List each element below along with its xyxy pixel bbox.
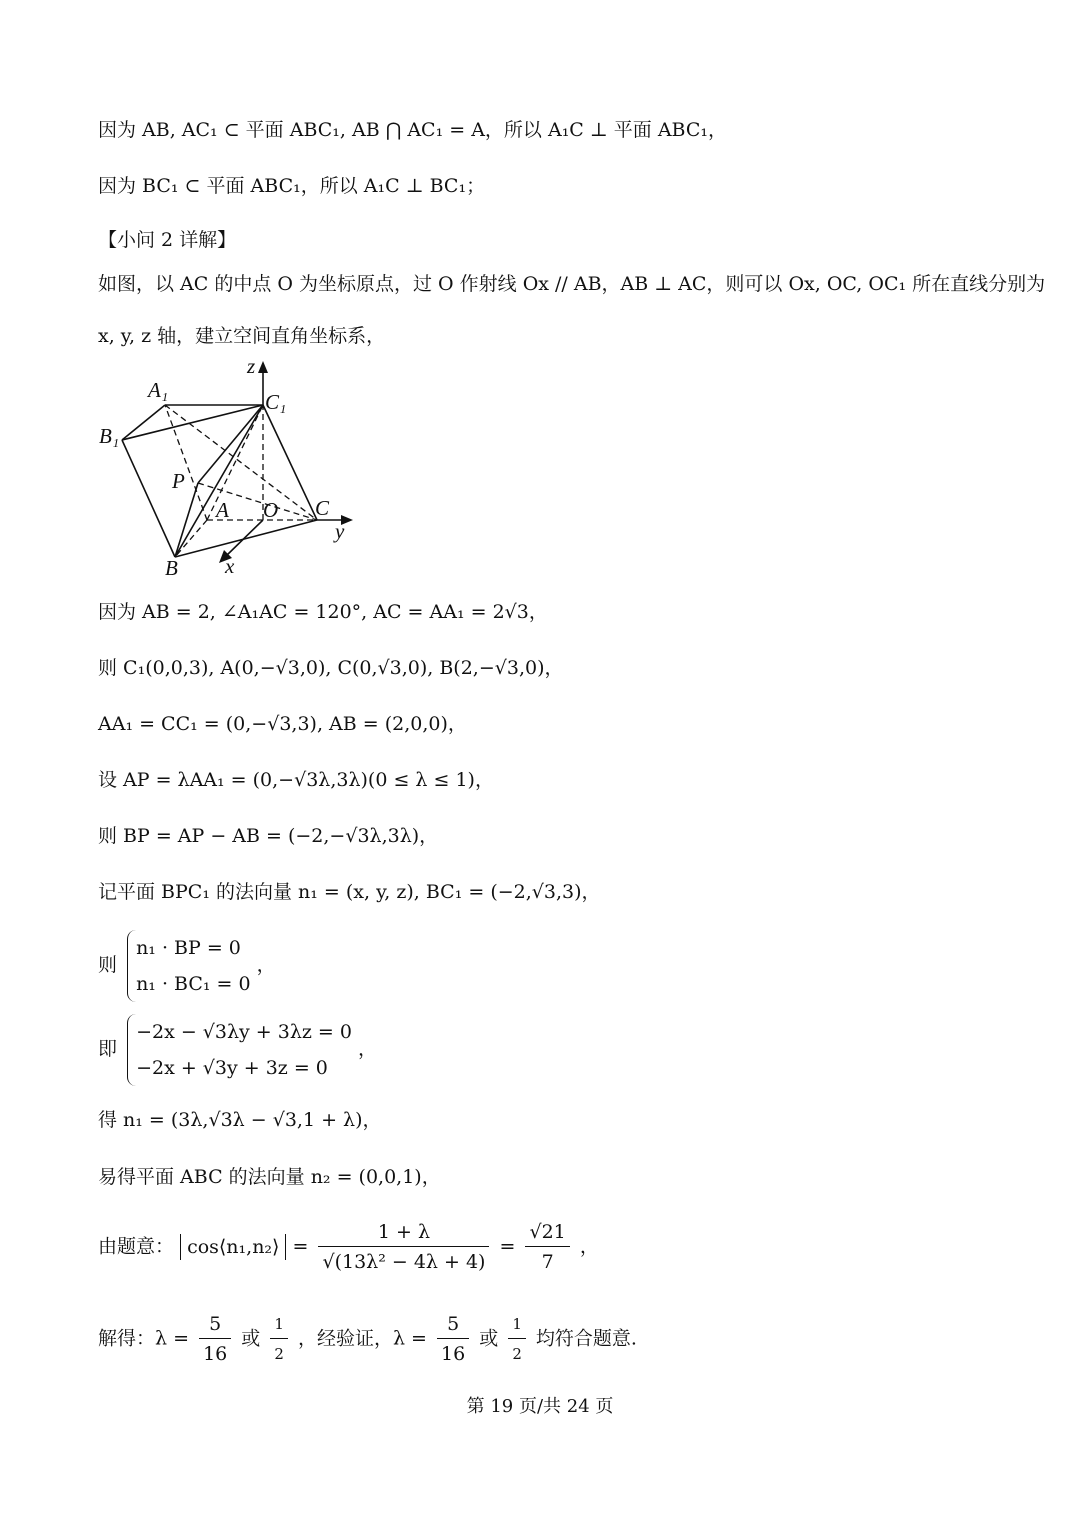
edge-b1-b [122, 440, 175, 557]
fraction-1-denominator: 16 [203, 1343, 228, 1365]
cosine-equation: 由题意： cos⟨n₁,n₂⟩ = $\frac{1 + \lambda}{\text{√(13λ² − 4λ + 4)}}$ = $\frac{√21}{7}$ ， [98, 1218, 599, 1277]
label-a1: A₁ [148, 378, 169, 402]
label-p: P [172, 469, 185, 493]
solution-or-1: 或 [241, 1327, 261, 1350]
cosine-value-denominator: 7 [541, 1251, 554, 1273]
cosine-prefix: 由题意： [98, 1235, 175, 1258]
text-line-3: 如图，以 AC 的中点 O 为坐标原点，过 O 作射线 Ox // AB，AB ⊥ AC，则可以 Ox, OC, OC₁ 所在直线分别为 [98, 273, 1046, 295]
text-line-9: 则 BP = AP − AB = (−2,−√3λ,3λ)， [98, 825, 439, 847]
label-c1: C₁ [265, 390, 287, 414]
system-2-brace [127, 1014, 352, 1086]
solution-fraction-2 [270, 1310, 288, 1369]
label-c: C [315, 496, 330, 520]
cosine-value-fraction [525, 1218, 569, 1277]
fraction-3-numerator: 5 [437, 1310, 469, 1339]
solution-line [98, 1310, 637, 1369]
label-x: x [225, 554, 235, 578]
system-1-suffix: ， [256, 954, 276, 976]
system-2-row-1: −2x − √3λy + 3λz = 0 [136, 1021, 352, 1043]
label-a: A [216, 498, 229, 522]
arrow-z [258, 361, 268, 373]
fraction-3-denominator: 16 [441, 1343, 466, 1365]
equation-system-2 [98, 1014, 377, 1086]
axis-x [225, 520, 263, 557]
solution-fraction-1 [199, 1310, 231, 1369]
system-1-row-2: n₁ · BC₁ = 0 [136, 973, 251, 995]
fraction-2-denominator: 2 [274, 1345, 284, 1363]
label-o: O [263, 498, 279, 522]
system-1-brace [127, 930, 251, 1002]
edge-b-c1 [175, 405, 263, 557]
fraction-4-denominator: 2 [512, 1345, 522, 1363]
solution-fraction-4 [508, 1310, 526, 1369]
edge-a-b [175, 520, 207, 557]
edge-b-p [175, 483, 198, 557]
text-line-8: 设 AP = λAA₁ = (0,−√3λ,3λ)(0 ≤ λ ≤ 1)， [98, 769, 494, 791]
label-y: y [335, 519, 345, 543]
solution-tail: 均符合题意. [535, 1327, 637, 1350]
fraction-4-numerator: 1 [508, 1310, 526, 1339]
prism-figure [95, 355, 375, 580]
solution-or-2: 或 [479, 1327, 499, 1350]
system-2-row-2: −2x + √3y + 3z = 0 [136, 1057, 328, 1079]
edge-a1-c [165, 405, 317, 520]
label-b1: B₁ [99, 424, 120, 448]
text-line-5: 因为 AB = 2, ∠A₁AC = 120°, AC = AA₁ = 2√3， [98, 601, 548, 623]
system-1-row-1: n₁ · BP = 0 [136, 937, 241, 959]
solution-mid: ，经验证，λ = [297, 1327, 427, 1350]
cosine-abs: cos⟨n₁,n₂⟩ [180, 1234, 286, 1260]
text-line-2: 因为 BC₁ ⊂ 平面 ABC₁，所以 A₁C ⊥ BC₁； [98, 175, 486, 197]
cosine-denominator: √(13λ² − 4λ + 4) [322, 1251, 486, 1273]
edge-a-a1 [165, 405, 207, 520]
solution-prefix: 解得：λ = [98, 1327, 190, 1350]
page-footer: 第 19 页/共 24 页 [466, 1396, 614, 1417]
text-line-14: 易得平面 ABC 的法向量 n₂ = (0,0,1)， [98, 1166, 441, 1188]
text-line-1: 因为 AB, AC₁ ⊂ 平面 ABC₁, AB ⋂ AC₁ = A，所以 A₁C ⊥ 平面 ABC₁， [98, 119, 728, 141]
label-b: B [165, 556, 178, 580]
cosine-fraction [318, 1218, 489, 1277]
cosine-value-numerator: √21 [525, 1218, 569, 1247]
text-line-6: 则 C₁(0,0,3), A(0,−√3,0), C(0,√3,0), B(2,−√3,0)， [98, 657, 564, 679]
equation-system-1 [98, 930, 276, 1002]
fraction-2-numerator: 1 [270, 1310, 288, 1339]
system-1-prefix: 则 [98, 954, 118, 976]
text-line-4: x, y, z 轴，建立空间直角坐标系， [98, 325, 386, 347]
section-heading: 【小问 2 详解】 [98, 229, 237, 251]
text-line-7: AA₁ = CC₁ = (0,−√3,3), AB = (2,0,0)， [98, 713, 467, 735]
system-2-suffix: ， [358, 1038, 378, 1060]
cosine-numerator: 1 + λ [318, 1218, 489, 1247]
label-z: z [247, 355, 256, 378]
text-line-13: 得 n₁ = (3λ,√3λ − √3,1 + λ)， [98, 1109, 382, 1131]
system-2-prefix: 即 [98, 1038, 118, 1060]
solution-fraction-3 [437, 1310, 469, 1369]
text-line-10: 记平面 BPC₁ 的法向量 n₁ = (x, y, z), BC₁ = (−2,√3,3)， [98, 881, 601, 903]
edge-b-c [175, 520, 317, 557]
fraction-1-numerator: 5 [199, 1310, 231, 1339]
